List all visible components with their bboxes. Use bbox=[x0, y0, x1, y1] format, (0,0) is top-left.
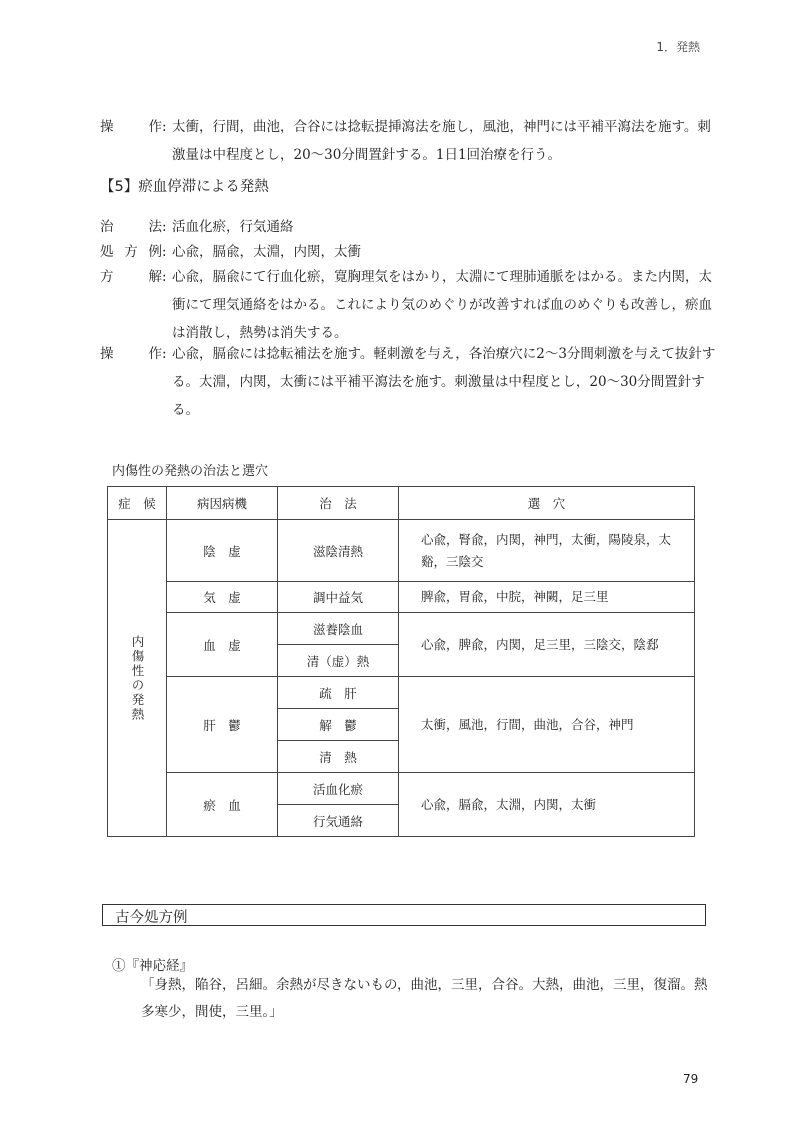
header-points: 選 穴 bbox=[399, 487, 695, 520]
points-cell: 心兪，脾兪，内関，足三里，三陰交，陰郄 bbox=[399, 613, 695, 677]
symptom-cell bbox=[108, 520, 167, 837]
chihou-text: 活血化瘀，行気通絡 bbox=[172, 219, 294, 235]
method-cell: 滋陰清熱 bbox=[278, 520, 399, 582]
method-cell: 清（虚）熱 bbox=[278, 645, 399, 677]
chihou-block: 治 法 : 活血化瘀，行気通絡 bbox=[100, 213, 720, 241]
shohourei-label: 処方例 bbox=[100, 244, 162, 260]
table-row bbox=[108, 582, 695, 613]
table-row bbox=[108, 677, 695, 709]
cause-cell: 肝 鬱 bbox=[167, 677, 278, 773]
running-header: 1．発熱 bbox=[656, 40, 700, 54]
prev-sousa-text: 太衝，行間，曲池，合谷には捻転提挿瀉法を施し，風池，神門には平補平瀉法を施す。刺激量は中程度とし，20～30分間置針する。1日1回治療を行う。 bbox=[172, 119, 711, 163]
method-cell: 疏 肝 bbox=[278, 677, 399, 709]
method-cell: 活血化瘀 bbox=[278, 773, 399, 805]
shohourei-block: 処方例 : 心兪，膈兪，太淵，内関，太衝 bbox=[100, 238, 720, 266]
hougai-block: 方 解 : 心兪，膈兪にて行血化瘀，寛胸理気をはかり，太淵にて理肺通脈をはかる。また内関，太衝にて理気通絡をはかる。これにより気のめぐりが改善すれば血のめぐりも改善し，瘀血は消散し，熱勢は消失する。 bbox=[100, 263, 720, 347]
method-cell: 解 鬱 bbox=[278, 709, 399, 741]
cause-cell: 瘀 血 bbox=[167, 773, 278, 837]
points-cell: 脾兪，胃兪，中脘，神闕，足三里 bbox=[399, 582, 695, 613]
shohourei-text: 心兪，膈兪，太淵，内関，太衝 bbox=[172, 244, 361, 260]
method-cell: 行気通絡 bbox=[278, 805, 399, 837]
kokon-quote: 「身熱，陥谷，呂細。余熱が尽きないもの，曲池，三里，合谷。大熱，曲池，三里，復溜。熱多寒少，間使，三里。」 bbox=[141, 977, 708, 1020]
cause-cell: 気 虚 bbox=[167, 582, 278, 613]
sousa-block: 操 作 : 心兪，膈兪には捻転補法を施す。軽刺激を与え，各治療穴に2～3分間刺激を与えて抜針する。太淵，内関，太衝には平補平瀉法を施す。刺激量は中程度とし，20～30分間置針する。 bbox=[100, 340, 720, 424]
table-caption: 内傷性の発熱の治法と選穴 bbox=[112, 464, 269, 479]
sousa-label: 操 作 bbox=[100, 346, 162, 362]
hougai-label: 方 解 bbox=[100, 269, 162, 285]
kokon-title: 古今処方例 bbox=[115, 910, 188, 926]
section-heading: 【5】瘀血停滞による発熱 bbox=[100, 179, 269, 195]
chihou-label: 治 法 bbox=[100, 219, 162, 235]
page-number: 79 bbox=[683, 1072, 699, 1086]
prev-sousa-block: 操 作 : 太衝，行間，曲池，合谷には捻転提挿瀉法を施し，風池，神門には平補平瀉法を施す。刺激量は中程度とし，20～30分間置針する。1日1回治療を行う。 bbox=[100, 113, 720, 169]
hougai-text: 心兪，膈兪にて行血化瘀，寛胸理気をはかり，太淵にて理肺通脈をはかる。また内関，太衝にて理気通絡をはかる。これにより気のめぐりが改善すれば血のめぐりも改善し，瘀血は消散し，熱勢は消失する。 bbox=[172, 269, 712, 341]
header-method: 治 法 bbox=[278, 487, 399, 520]
points-cell: 心兪，膈兪，太淵，内関，太衝 bbox=[399, 773, 695, 837]
sousa-label: 操 作 bbox=[100, 119, 162, 135]
method-cell: 滋養陰血 bbox=[278, 613, 399, 645]
table-row bbox=[108, 520, 695, 582]
table-row bbox=[108, 613, 695, 645]
table-header-row bbox=[108, 487, 695, 520]
header-cause: 病因病機 bbox=[167, 487, 278, 520]
table-row bbox=[108, 773, 695, 805]
method-cell: 調中益気 bbox=[278, 582, 399, 613]
symptom-text: 内傷性の発熱 bbox=[130, 634, 145, 722]
points-cell: 太衝，風池，行間，曲池，合谷，神門 bbox=[399, 677, 695, 773]
book-title: ①『神応経』 bbox=[112, 958, 193, 974]
kokon-section-box bbox=[102, 904, 706, 926]
treatment-table bbox=[107, 486, 695, 837]
cause-cell: 陰 虚 bbox=[167, 520, 278, 582]
points-cell: 心兪，腎兪，内関，神門，太衝，陽陵泉，太谿，三陰交 bbox=[399, 520, 695, 582]
cause-cell: 血 虚 bbox=[167, 613, 278, 677]
sousa-text: 心兪，膈兪には捻転補法を施す。軽刺激を与え，各治療穴に2～3分間刺激を与えて抜針する。太淵，内関，太衝には平補平瀉法を施す。刺激量は中程度とし，20～30分間置針する。 bbox=[172, 346, 716, 418]
method-cell: 清 熱 bbox=[278, 741, 399, 773]
header-symptom: 症 候 bbox=[108, 487, 167, 520]
